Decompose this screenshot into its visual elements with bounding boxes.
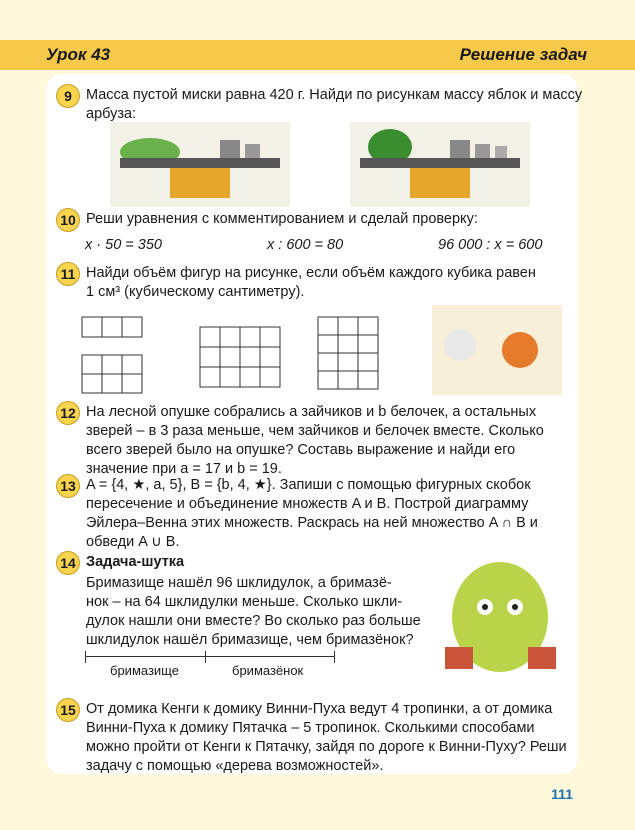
problem-number: 12 (56, 401, 80, 425)
problem-number: 11 (56, 262, 80, 286)
problem-15-line: можно пройти от Кенги к Пятачку, зайдя по дороге к Винни-Пуху? Реши (86, 739, 567, 755)
scale-watermelon-illustration (350, 122, 530, 207)
problem-11-line: 1 см³ (кубическому сантиметру). (86, 284, 305, 300)
problem-12-line: значение при a = 17 и b = 19. (86, 461, 282, 477)
page-number: 111 (551, 786, 573, 802)
equation: x : 600 = 80 (267, 237, 344, 253)
problem-number: 10 (56, 208, 80, 232)
problem-15-line: Винни-Пуха к домику Пятачка – 5 тропинок. Сколькими способами (86, 720, 535, 736)
problem-9-line: арбуза: (86, 106, 137, 122)
creature-illustration (440, 552, 560, 682)
problem-12-line: всего зверей было на опушке? Составь выражение и найди его (86, 442, 516, 458)
lesson-topic: Решение задач (459, 45, 587, 64)
problem-14-title: Задача-шутка (86, 554, 185, 570)
equation: x · 50 = 350 (85, 237, 162, 253)
top-margin (0, 0, 635, 40)
cubes-illustration (80, 305, 570, 397)
problem-13-line: обведи A ∪ B. (86, 534, 180, 550)
problem-14-line: нок – на 64 шклидулки меньше. Сколько шкли- (86, 594, 403, 610)
bar-label: бримазище (110, 663, 179, 678)
problem-13-line: Эйлера–Венна этих множеств. Раскрась на ней множество A ∩ B и (86, 515, 538, 531)
problem-number: 14 (56, 551, 80, 575)
problem-14-line: шклидулок нашёл бримазище, чем бримазёнок? (86, 632, 414, 648)
problem-10-line: Реши уравнения с комментированием и сделай проверку: (86, 211, 478, 227)
problem-12-line: зверей – в 3 раза меньше, чем зайчиков и белочек вместе. Сколько (86, 423, 544, 439)
problem-15-line: От домика Кенги к домику Винни-Пуха ведут 4 тропинки, а от домика (86, 701, 553, 717)
problem-11-line: Найди объём фигур на рисунке, если объём каждого кубика равен (86, 265, 536, 281)
lesson-header (0, 40, 635, 70)
problem-13-line: пересечение и объединение множеств A и B. Построй диаграмму (86, 496, 529, 512)
problem-number: 9 (56, 84, 80, 108)
problem-number: 13 (56, 474, 80, 498)
lesson-title: Урок 43 (46, 45, 111, 64)
equation: 96 000 : x = 600 (438, 237, 543, 253)
problem-13-line: A = {4, ★, a, 5}, B = {b, 4, ★}. Запиши с помощью фигурных скобок (86, 477, 531, 493)
problem-9-line: Масса пустой миски равна 420 г. Найди по рисункам массу яблок и массу (86, 87, 583, 103)
bar-label: бримазёнок (232, 663, 304, 678)
problem-number: 15 (56, 698, 80, 722)
problem-15-line: задачу с помощью «дерева возможностей». (86, 758, 384, 774)
problem-12-line: На лесной опушке собрались a зайчиков и b белочек, а остальных (86, 404, 537, 420)
scale-apples-illustration (110, 122, 290, 207)
problem-14-line: Бримазище нашёл 96 шклидулок, а бримазё- (86, 575, 392, 591)
problem-14-line: дулок нашли они вместе? Во сколько раз больше (86, 613, 421, 629)
